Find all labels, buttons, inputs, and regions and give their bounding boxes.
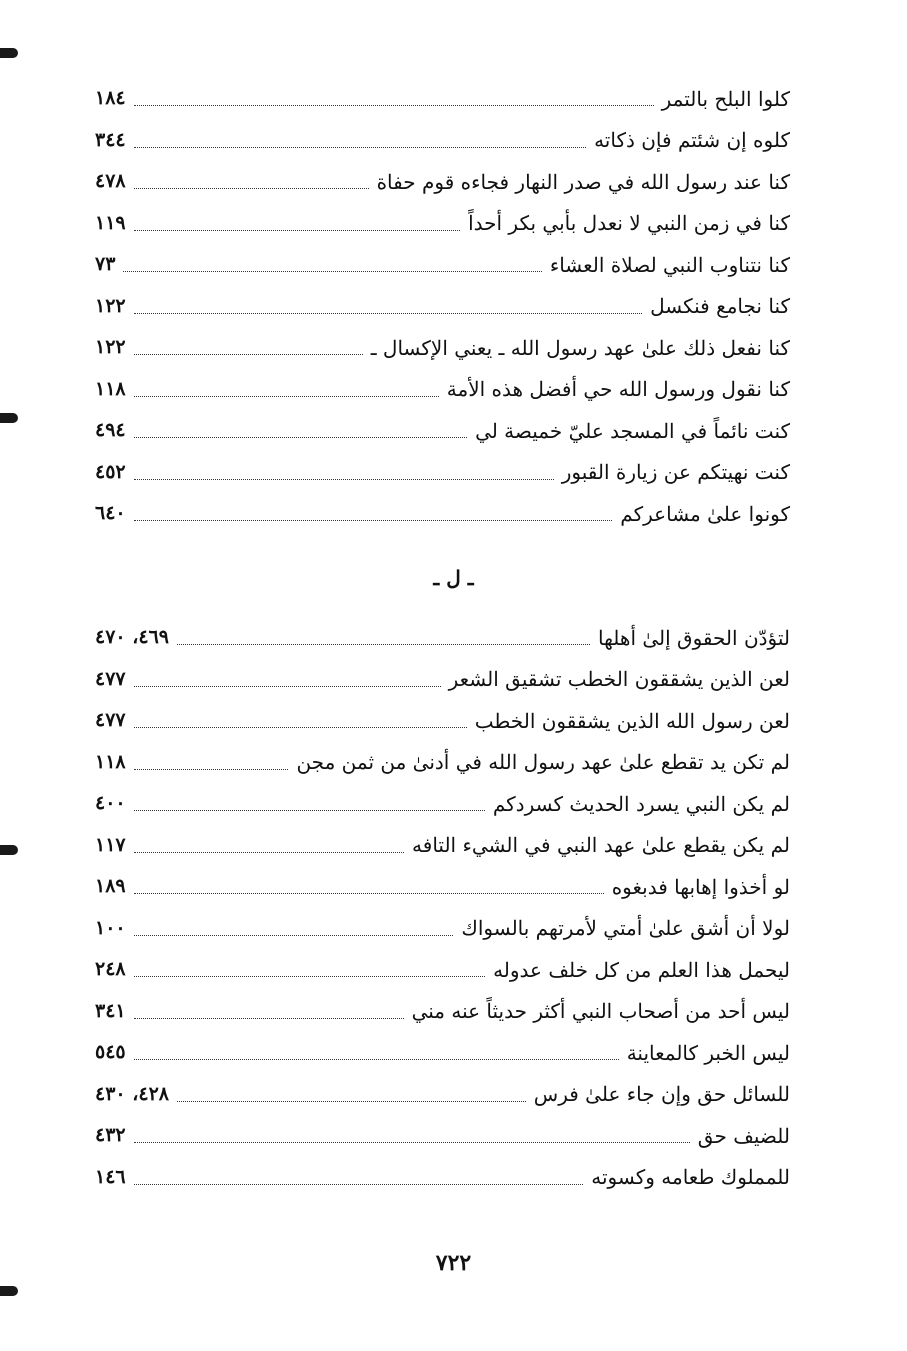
leader-dots — [134, 852, 404, 853]
leader-dots — [123, 271, 541, 272]
scan-edge-mark — [0, 845, 18, 855]
entry-pages: ٤٧٧ — [95, 667, 126, 690]
entry-pages: ١١٨ — [95, 377, 126, 400]
leader-dots — [134, 1142, 690, 1143]
index-entry — [95, 120, 790, 162]
entry-text: كلوا البلح بالتمر — [661, 86, 790, 111]
entry-text: كنا عند رسول الله في صدر النهار فجاءه قوم حفاة — [376, 169, 790, 194]
leader-dots — [134, 105, 654, 106]
entry-text: لولا أن أشق علىٰ أمتي لأمرتهم بالسواك — [461, 916, 790, 941]
index-list-kaf — [95, 78, 790, 535]
entry-pages: ٦٤٠ — [95, 502, 126, 525]
entry-pages: ٤٣٢ — [95, 1124, 126, 1147]
leader-dots — [134, 727, 467, 728]
scan-edge-mark — [0, 413, 18, 423]
entry-text: لعن الذين يشققون الخطب تشقيق الشعر — [448, 667, 790, 692]
index-entry — [95, 410, 790, 452]
leader-dots — [134, 520, 613, 521]
entry-text: كنت نهيتكم عن زيارة القبور — [561, 460, 790, 485]
index-entry — [95, 203, 790, 245]
index-entry — [95, 1157, 790, 1199]
entry-pages: ٤٢٨، ٤٣٠ — [95, 1082, 169, 1105]
leader-dots — [134, 1184, 584, 1185]
leader-dots — [134, 1018, 404, 1019]
entry-pages: ١٢٢ — [95, 336, 126, 359]
entry-pages: ١٨٩ — [95, 875, 126, 898]
leader-dots — [177, 1101, 526, 1102]
entry-text: للمملوك طعامه وكسوته — [591, 1165, 790, 1190]
entry-pages: ٤٧٨ — [95, 170, 126, 193]
index-entry — [95, 1032, 790, 1074]
entry-pages: ٥٤٥ — [95, 1041, 126, 1064]
leader-dots — [134, 1059, 619, 1060]
entry-text: للضيف حق — [697, 1123, 790, 1148]
leader-dots — [134, 147, 586, 148]
entry-text: كنت نائماً في المسجد عليّ خميصة لي — [475, 418, 790, 443]
leader-dots — [134, 437, 467, 438]
index-entry — [95, 286, 790, 328]
index-list-lam — [95, 617, 790, 1198]
index-entry — [95, 369, 790, 411]
index-entry — [95, 617, 790, 659]
entry-pages: ٣٤٤ — [95, 128, 126, 151]
entry-text: لو أخذوا إهابها فدبغوه — [611, 874, 790, 899]
leader-dots — [134, 769, 289, 770]
leader-dots — [134, 686, 441, 687]
entry-text: للسائل حق وإن جاء علىٰ فرس — [533, 1082, 790, 1107]
entry-text: ليس أحد من أصحاب النبي أكثر حديثاً عنه مني — [411, 999, 790, 1024]
leader-dots — [177, 644, 590, 645]
index-entry — [95, 1074, 790, 1116]
index-entry — [95, 327, 790, 369]
entry-pages: ٤٧٧ — [95, 709, 126, 732]
entry-pages: ١١٧ — [95, 833, 126, 856]
entry-text: لتؤدّن الحقوق إلىٰ أهلها — [597, 625, 790, 650]
entry-text: كونوا علىٰ مشاعركم — [620, 501, 790, 526]
entry-text: كنا نتناوب النبي لصلاة العشاء — [549, 252, 790, 277]
entry-pages: ١٠٠ — [95, 916, 126, 939]
entry-text: كنا في زمن النبي لا نعدل بأبي بكر أحداً — [468, 211, 790, 236]
entry-text: ليس الخبر كالمعاينة — [626, 1040, 790, 1065]
entry-text: ليحمل هذا العلم من كل خلف عدوله — [493, 957, 790, 982]
entry-pages: ٢٤٨ — [95, 958, 126, 981]
entry-pages: ٤٩٤ — [95, 419, 126, 442]
scan-edge-mark — [0, 48, 18, 58]
entry-text: كنا نفعل ذلك علىٰ عهد رسول الله ـ يعني الإكسال ـ — [370, 335, 790, 360]
scan-edge-mark — [0, 1286, 18, 1296]
index-entry — [95, 452, 790, 494]
index-entry — [95, 991, 790, 1033]
leader-dots — [134, 810, 485, 811]
index-entry — [95, 949, 790, 991]
leader-dots — [134, 313, 642, 314]
leader-dots — [134, 935, 454, 936]
leader-dots — [134, 479, 554, 480]
leader-dots — [134, 396, 439, 397]
leader-dots — [134, 893, 604, 894]
entry-pages: ٣٤١ — [95, 999, 126, 1022]
index-entry — [95, 742, 790, 784]
entry-pages: ١١٩ — [95, 211, 126, 234]
index-entry — [95, 1115, 790, 1157]
entry-pages: ٧٣ — [95, 253, 116, 276]
index-entry — [95, 78, 790, 120]
index-entry — [95, 493, 790, 535]
leader-dots — [134, 976, 485, 977]
entry-pages: ١٤٦ — [95, 1165, 126, 1188]
entry-pages: ١١٨ — [95, 750, 126, 773]
index-entry — [95, 700, 790, 742]
page-number: ٧٢٢ — [435, 1250, 472, 1276]
entry-text: لم يكن يقطع علىٰ عهد النبي في الشيء التافه — [412, 833, 790, 858]
leader-dots — [134, 354, 363, 355]
entry-pages: ١٢٢ — [95, 294, 126, 317]
leader-dots — [134, 188, 369, 189]
index-entry — [95, 659, 790, 701]
entry-text: لعن رسول الله الذين يشققون الخطب — [474, 708, 790, 733]
entry-pages: ١٨٤ — [95, 87, 126, 110]
index-entry — [95, 244, 790, 286]
entry-text: كنا نقول ورسول الله حي أفضل هذه الأمة — [446, 377, 790, 402]
index-entry — [95, 908, 790, 950]
entry-text: لم يكن النبي يسرد الحديث كسردكم — [492, 791, 790, 816]
entry-text: لم تكن يد تقطع علىٰ عهد رسول الله في أدنىٰ من ثمن مجن — [296, 750, 790, 775]
section-heading: ـ ل ـ — [433, 566, 474, 590]
index-entry — [95, 825, 790, 867]
entry-pages: ٤٥٢ — [95, 460, 126, 483]
entry-pages: ٤٦٩، ٤٧٠ — [95, 626, 169, 649]
leader-dots — [134, 230, 460, 231]
index-entry — [95, 161, 790, 203]
index-entry — [95, 866, 790, 908]
index-entry — [95, 783, 790, 825]
entry-pages: ٤٠٠ — [95, 792, 126, 815]
entry-text: كنا نجامع فنكسل — [650, 294, 790, 319]
entry-text: كلوه إن شئتم فإن ذكاته — [594, 128, 790, 153]
